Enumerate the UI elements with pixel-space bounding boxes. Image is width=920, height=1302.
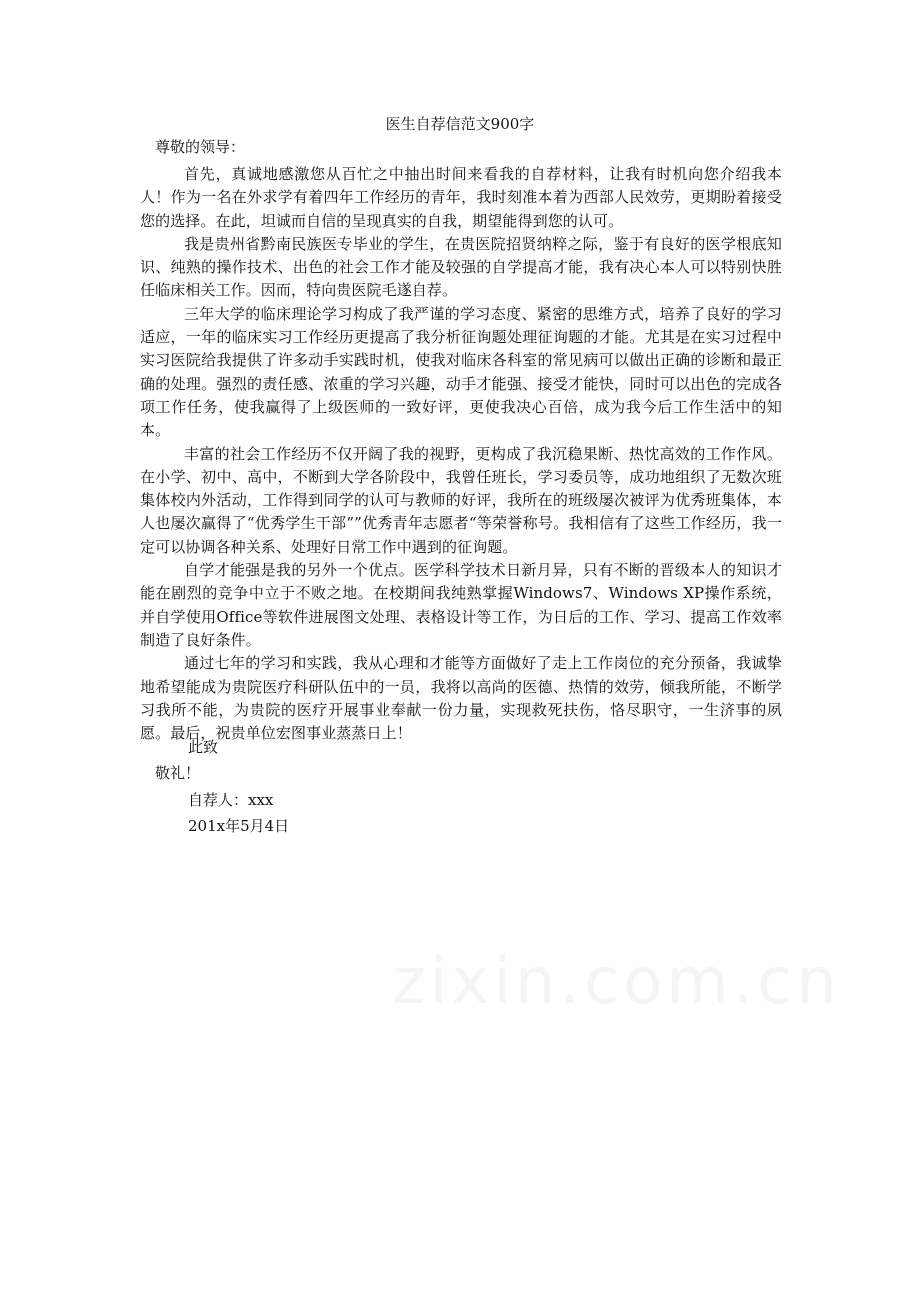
- watermark: zixin.com.cn: [392, 945, 841, 1019]
- closing-jingli: 敬礼！: [155, 764, 201, 782]
- paragraph-intro: 首先，真诚地感激您从百忙之中抽出时间来看我的自荐材料，让我有时机向您介绍我本人！作为一名在外求学有着四年工作经历的青年，我时刻准本着为西部人民效劳，更期盼着接受您的选择。在此，坦诚而自信的呈现真实的自我，期望能得到您的认可。: [140, 165, 782, 230]
- paragraph-conclusion: 通过七年的学习和实践，我从心理和才能等方面做好了走上工作岗位的充分预备，我诚挚地希望能成为贵院医疗科研队伍中的一员，我将以高尚的医德、热情的效劳，倾我所能，不断学习我所不能，为贵院的医疗开展事业奉献一份力量，实现救死扶伤，恪尽职守，一生济事的夙愿。最后，祝贵单位宏图事业蒸蒸日上！: [140, 654, 782, 743]
- closing-zhizhi: 此致: [188, 738, 219, 756]
- salutation: 尊敬的领导：: [155, 138, 246, 156]
- paragraph-education: 我是贵州省黔南民族医专毕业的学生，在贵医院招贤纳粹之际，鉴于有良好的医学根底知识、纯熟的操作技术、出色的社会工作才能及较强的自学提高才能，我有决心本人可以特别快胜任临床相关工作。因而，特向贵医院毛遂自荐。: [140, 234, 782, 300]
- paragraph-social-work: 丰富的社会工作经历不仅开阔了我的视野，更构成了我沉稳果断、热忱高效的工作作风。在小学、初中、高中，不断到大学各阶段中，我曾任班长，学习委员等，成功地组织了无数次班集体校内外活动，工作得到同学的认可与教师的好评，我所在的班级屡次被评为优秀班集体，本人也屡次赢得了“优秀学生干部””优秀青年志愿者“等荣誉称号。我相信有了这些工作经历，我一定可以协调各种关系、处理好日常工作中遇到的征询题。: [140, 444, 782, 556]
- letter-date: 201x年5月4日: [188, 817, 290, 835]
- letter-body: [140, 163, 782, 745]
- signer: 自荐人：xxx: [188, 791, 274, 809]
- paragraph-self-learning: 自学才能强是我的另外一个优点。医学科学技术日新月异，只有不断的晋级本人的知识才能在剧烈的竞争中立于不败之地。在校期间我纯熟掌握Windows7、Windows XP操作系统，并自学使用Office等软件进展图文处理、表格设计等工作，为日后的工作、学习、提高工作效率制造了良好条件。: [140, 561, 782, 649]
- paragraph-clinical-study: 三年大学的临床理论学习构成了我严谨的学习态度、紧密的思维方式，培养了良好的学习适应，一年的临床实习工作经历更提高了我分析征询题处理征询题的才能。尤其是在实习过程中实习医院给我提供了许多动手实践时机，使我对临床各科室的常见病可以做出正确的诊断和最正确的处理。强烈的责任感、浓重的学习兴趣，动手才能强、接受才能快，同时可以出色的完成各项工作任务，使我赢得了上级医师的一致好评，更使我决心百倍，成为我今后工作生活中的知本。: [140, 304, 782, 440]
- document-title: 医生自荐信范文900字: [385, 115, 535, 133]
